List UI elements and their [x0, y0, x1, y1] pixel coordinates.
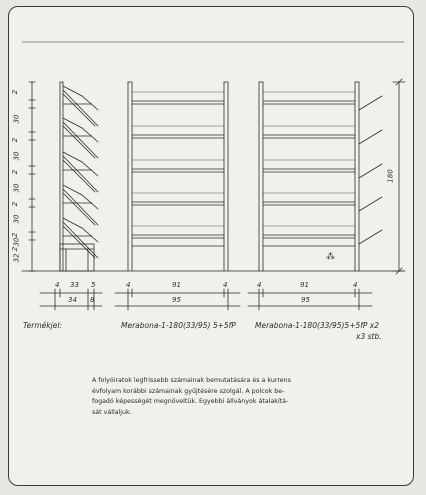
- overall-height-label: 180: [386, 169, 395, 183]
- caption-line: évfolyam korábbi számainak gyűjtésére szolgál. A polcok be-: [92, 387, 285, 395]
- height-label: 30: [12, 183, 21, 193]
- height-label: 2: [11, 169, 20, 175]
- height-label: 30: [12, 237, 21, 247]
- dim-label: 5: [91, 281, 96, 289]
- side-view: [60, 82, 98, 271]
- caption-line: fogadó képességét megnöveltük. Egyebbi állványok átalakítá-: [92, 398, 289, 405]
- dim-label: 4: [55, 281, 60, 289]
- model-double-sub-label: x3 stb.: [356, 332, 382, 341]
- height-label: 30: [12, 151, 21, 161]
- model-single-label: Merabona-1-180(33/95) 5+5fP: [121, 321, 236, 330]
- dim-label: 95: [172, 296, 181, 304]
- height-label: 2: [11, 137, 20, 143]
- dim-label: 91: [172, 281, 181, 289]
- height-label: 2: [11, 246, 20, 252]
- height-label: 32: [12, 253, 21, 263]
- height-label: 2: [11, 89, 20, 95]
- dim-label: 4: [257, 281, 262, 289]
- dim-label: 34: [68, 296, 77, 304]
- height-label: 30: [12, 214, 21, 224]
- front-view-double: [259, 82, 382, 271]
- floor-mark: ⁂: [326, 252, 335, 262]
- dim-label: 4: [126, 281, 131, 289]
- height-label: 30: [12, 114, 21, 124]
- right-height-dimension: [393, 79, 405, 274]
- caption-line: sát vállaljuk.: [92, 408, 132, 416]
- dim-label: 33: [70, 281, 79, 289]
- dim-label: 91: [300, 281, 309, 289]
- caption: [92, 376, 382, 418]
- dim-label: 4: [223, 281, 228, 289]
- height-label: 2: [11, 201, 20, 207]
- caption-line: A folyóiratok legfrissebb számainak bemutatására és a kurrens: [92, 377, 291, 384]
- model-double-label: Merabona-1-180(33/95)5+5fP x2: [255, 321, 380, 330]
- dim-label: 4: [353, 281, 358, 289]
- product-code-label: Termékjel:: [23, 321, 62, 330]
- dim-label: 95: [301, 296, 310, 304]
- dim-label: 8: [90, 296, 95, 304]
- left-height-dimension: [29, 82, 35, 271]
- height-label: 2: [11, 232, 20, 238]
- front-view-single: [128, 82, 228, 271]
